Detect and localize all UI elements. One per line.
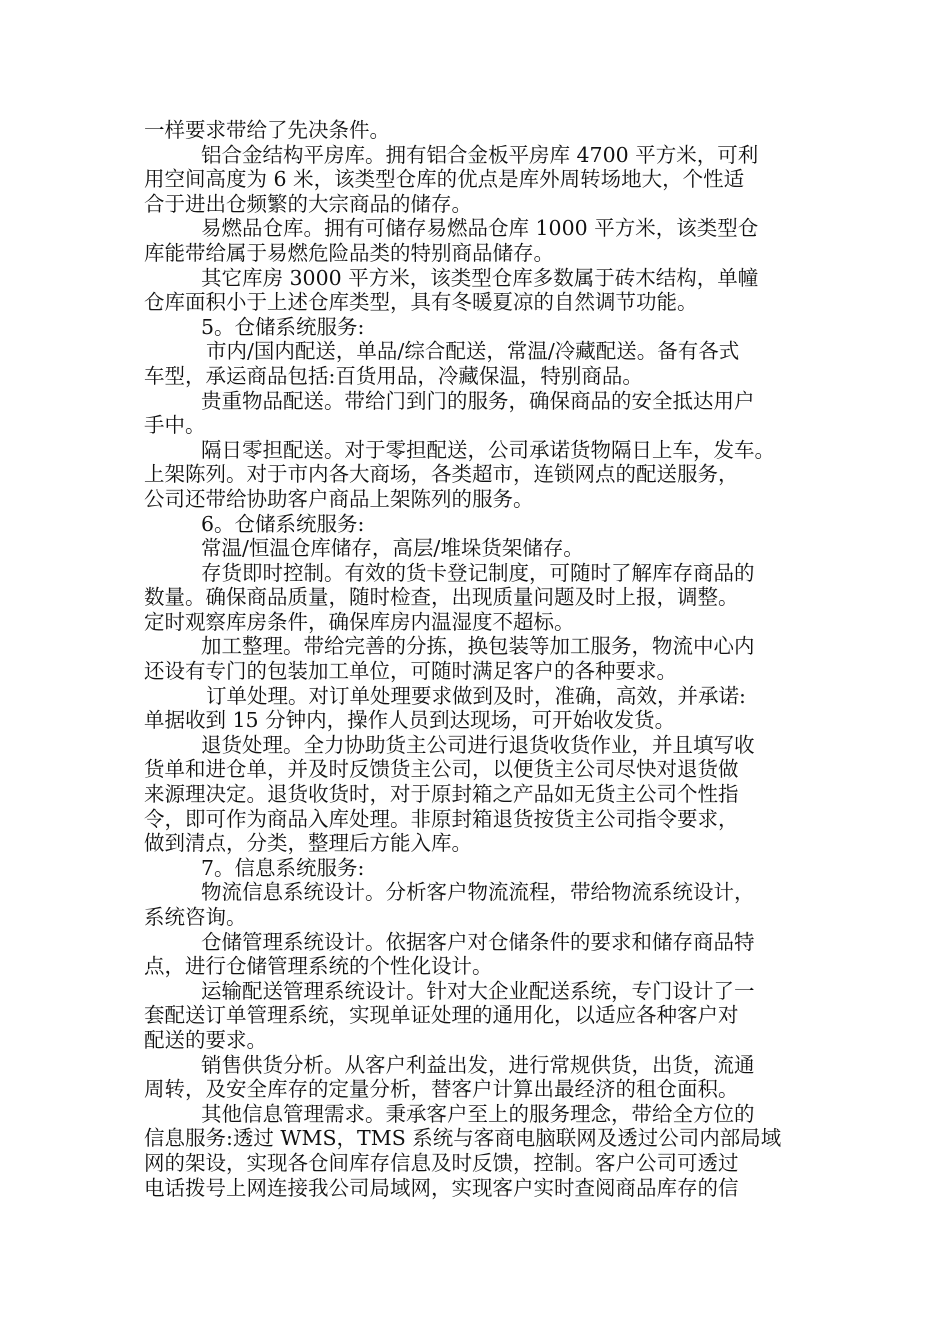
text-line: 一样要求带给了先决条件。	[144, 118, 390, 142]
text-line: 铝合金结构平房库。拥有铝合金板平房库 4700 平方米，可利	[201, 142, 759, 167]
text-line: 信息服务:透过 WMS，TMS 系统与客商电脑联网及透过公司内部局域	[144, 1126, 782, 1151]
text-line: 点，进行仓储管理系统的个性化设计。	[144, 954, 493, 979]
text-line: 用空间高度为 6 米，该类型仓库的优点是库外周转场地大，个性适	[144, 167, 745, 192]
text-line: 仓储管理系统设计。依据客户对仓储条件的要求和储存商品特	[201, 929, 755, 954]
text-line: 货单和进仓单，并及时反馈货主公司，以便货主公司尽快对退货做	[144, 757, 739, 782]
text-line: 还设有专门的包装加工单位，可随时满足客户的各种要求。	[144, 659, 677, 684]
text-line: 隔日零担配送。对于零担配送，公司承诺货物隔日上车，发车。	[201, 437, 775, 462]
text-line: 做到清点，分类，整理后方能入库。	[144, 831, 472, 856]
text-line: 其他信息管理需求。秉承客户至上的服务理念，带给全方位的	[201, 1101, 755, 1126]
text-line: 物流信息系统设计。分析客户物流流程，带给物流系统设计，	[201, 880, 755, 905]
text-line: 5。仓储系统服务:	[201, 314, 365, 339]
text-line: 系统咨询。	[144, 905, 247, 929]
text-line: 上架陈列。对于市内各大商场，各类超市，连锁网点的配送服务，	[144, 462, 739, 487]
text-line: 电话拨号上网连接我公司局域网，实现客户实时查阅商品库存的信	[144, 1175, 739, 1200]
text-line: 令，即可作为商品入库处理。非原封箱退货按货主公司指令要求，	[144, 806, 739, 831]
text-line: 运输配送管理系统设计。针对大企业配送系统，专门设计了一	[201, 978, 755, 1003]
text-line: 易燃品仓库。拥有可储存易燃品仓库 1000 平方米，该类型仓	[201, 216, 759, 241]
document-page	[144, 118, 814, 1200]
text-line: 套配送订单管理系统，实现单证处理的通用化，以适应各种客户对	[144, 1003, 739, 1028]
text-line: 退货处理。全力协助货主公司进行退货收货作业，并且填写收	[201, 732, 755, 757]
text-line: 存货即时控制。有效的货卡登记制度，可随时了解库存商品的	[201, 560, 755, 585]
text-line: 库能带给属于易燃危险品类的特别商品储存。	[144, 240, 554, 265]
text-line: 6。仓储系统服务:	[201, 511, 365, 536]
text-line: 市内/国内配送，单品/综合配送，常温/冷藏配送。备有各式	[206, 339, 740, 364]
text-line: 单据收到 15 分钟内，操作人员到达现场，可开始收发货。	[144, 708, 676, 733]
text-line: 网的架设，实现各仓间库存信息及时反馈，控制。客户公司可透过	[144, 1150, 739, 1175]
text-line: 加工整理。带给完善的分拣，换包装等加工服务，物流中心内	[201, 634, 755, 659]
text-line: 合于进出仓频繁的大宗商品的储存。	[144, 191, 472, 216]
text-line: 贵重物品配送。带给门到门的服务，确保商品的安全抵达用户	[201, 388, 755, 413]
text-line: 来源理决定。退货收货时，对于原封箱之产品如无货主公司个性指	[144, 782, 739, 807]
text-line: 手中。	[144, 413, 206, 438]
text-line: 定时观察库房条件，确保库房内温湿度不超标。	[144, 609, 575, 634]
text-line: 销售供货分析。从客户利益出发，进行常规供货，出货，流通	[201, 1052, 755, 1077]
text-line: 车型，承运商品包括:百货用品，冷藏保温，特别商品。	[144, 363, 643, 388]
text-line: 数量。确保商品质量，随时检查，出现质量问题及时上报，调整。	[144, 585, 739, 610]
text-line: 仓库面积小于上述仓库类型，具有冬暖夏凉的自然调节功能。	[144, 290, 698, 315]
text-line: 周转，及安全库存的定量分析，替客户计算出最经济的租仓面积。	[144, 1077, 739, 1102]
text-line: 常温/恒温仓库储存，高层/堆垛货架储存。	[201, 536, 584, 561]
text-line: 订单处理。对订单处理要求做到及时，准确，高效，并承诺:	[206, 683, 746, 708]
text-line: 7。信息系统服务:	[201, 855, 365, 880]
text-line: 其它库房 3000 平方米，该类型仓库多数属于砖木结构，单幢	[201, 265, 759, 290]
text-line: 公司还带给协助客户商品上架陈列的服务。	[144, 486, 534, 511]
text-line: 配送的要求。	[144, 1027, 267, 1052]
